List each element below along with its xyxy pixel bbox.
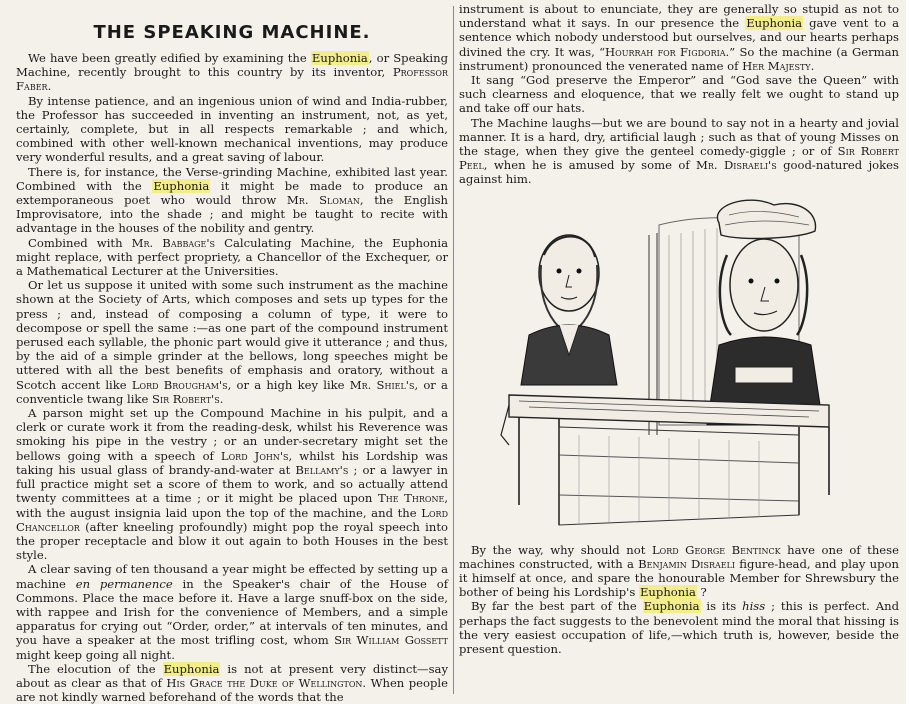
paragraph-p5 — [16, 278, 448, 406]
small-caps-name: Mr. Sloman — [286, 193, 360, 208]
text-run: gave vent to a sentence which nobody understood but ourselves, and our hearts perhaps divined the cry. It was, “ — [459, 16, 899, 59]
caricature-illustration — [499, 195, 859, 539]
small-caps-name: Sir Robert Peel — [459, 144, 899, 173]
paragraph-p1 — [16, 51, 448, 94]
text-run: ; this is perfect. And perhaps the fact suggests to the benevolent mind the moral that hissing is the very easiest occupation of life,—which truth is, however, beside the present question. — [459, 599, 900, 657]
small-caps-name: Her Majesty — [742, 58, 811, 73]
text-run: . — [47, 79, 52, 94]
text-run: instrument is about to enunciate, they are generally so stupid as not to understand what it says. In our presence the — [459, 2, 899, 31]
text-run: ; or a lawyer in full practice might set a score of them to work, and so actually attend twenty committees at a time ; or it might be placed upon — [16, 462, 448, 506]
text-run: , when he is amused by some of — [483, 158, 697, 173]
paragraph-p2 — [16, 94, 448, 165]
small-caps-name: Lord Brougham's — [131, 377, 228, 392]
paragraph-r5 — [459, 599, 899, 656]
text-run: figure-head, and play upon it himself at once, and spare the honourable Member for Shrewsbury the bother of being his Lordship's — [459, 556, 899, 600]
text-run: A clear saving of ten thousand a year might be effected by setting up a machine — [16, 562, 448, 591]
text-run: By far the best part of the — [471, 599, 643, 614]
highlighted-term: Euphonia — [643, 599, 700, 614]
text-run: It sang “God preserve the Emperor” and “God save the Queen” with such clearness and eloquence, that we really felt we ought to stand up and take off our hats. — [459, 73, 899, 116]
small-caps-name: His Grace the Duke of Wellington — [166, 675, 363, 690]
text-run: A parson might set up the Compound Machine in his pulpit, and a clerk or curate work it from the reading-desk, whilst his Reverence was smoking his pipe in the vestry ; or an under-secretary might set the bellows going with a speech of — [16, 406, 448, 463]
small-caps-name: Bellamy's — [295, 462, 349, 477]
small-caps-name: Benjamin Disraeli — [638, 556, 736, 571]
paragraph-p4 — [16, 236, 448, 279]
paragraph-p8 — [16, 662, 448, 704]
paragraph-r4 — [459, 543, 899, 600]
small-caps-name: Mr. Disraeli's — [696, 158, 777, 173]
article-title: THE SPEAKING MACHINE. — [93, 22, 371, 43]
highlighted-term: Euphonia — [639, 585, 696, 600]
text-run: (after kneeling profoundly) might pop the royal speech into the proper receptacle and blow it out again to both Houses in the best style. — [16, 519, 448, 563]
text-run: , whilst his Lordship was taking his usual glass of brandy-and-water at — [16, 448, 448, 477]
highlighted-term: Euphonia — [311, 51, 368, 65]
text-run: en permanence — [75, 576, 173, 591]
text-run: The Machine laughs—but we are bound to say not in a hearty and jovial manner. It is a hard, dry, artificial laugh ; such as that of young Misses on the stage, when they give the genteel comedy-giggle ; or of — [459, 115, 899, 159]
text-run: The elocution of the — [28, 661, 163, 676]
text-run: might keep going all night. — [16, 647, 175, 662]
text-run: . — [219, 391, 224, 406]
paragraph-r2 — [459, 73, 899, 116]
small-caps-name: Professor Faber — [16, 65, 448, 94]
text-run: good-natured jokes against him. — [459, 158, 899, 187]
text-run: We have been greatly edified by examining the — [28, 51, 311, 65]
small-caps-name: Sir William Gossett — [334, 633, 448, 648]
text-run: Calculating Machine, the Euphonia might replace, with perfect propriety, a Chancellor of the Exchequer, or a Mathematical Lecturer at the Universities. — [16, 235, 448, 279]
small-caps-name: Lord John's — [220, 448, 289, 463]
paragraph-p3 — [16, 165, 448, 236]
small-caps-name: Lord George Bentinck — [651, 542, 781, 557]
text-run: in the Speaker's chair of the House of Commons. Place the mace before it. Have a large snuff-box on the side, with rappee and Irish for the convenience of Members, and a simple apparatus for crying out “Order, order,” at intervals of ten minutes, and you have a speaker at the most trifling cost, whom — [16, 576, 448, 648]
right-column-top-text — [459, 2, 899, 187]
text-run: By the way, why should not — [471, 542, 652, 557]
text-run: There is, for instance, the Verse-grinding Machine, exhibited last year. Combined with the — [16, 164, 448, 193]
text-run: have one of these machines constructed, with a — [459, 542, 899, 571]
column-divider — [453, 6, 454, 694]
text-run: is not at present very distinct—say about as clear as that of — [16, 661, 448, 690]
text-run: , with the august insignia laid upon the top of the machine, and the — [16, 491, 448, 520]
text-run: . — [810, 58, 815, 73]
small-caps-name: The Throne — [378, 491, 445, 506]
paragraph-p6 — [16, 406, 448, 562]
text-run: , or Speaking Machine, recently brought to this country by its inventor, — [16, 51, 448, 80]
left-column — [16, 8, 448, 704]
text-run: ? — [696, 585, 707, 600]
paragraph-p7 — [16, 562, 448, 661]
left-column-body — [16, 51, 448, 704]
highlighted-term: Euphonia — [153, 178, 210, 193]
text-run: hiss — [742, 599, 766, 614]
small-caps-name: Sir Robert's — [152, 391, 220, 406]
highlighted-term: Euphonia — [746, 16, 803, 31]
small-caps-name: Hourrah for Figdoria — [605, 44, 726, 59]
text-run: By intense patience, and an ingenious union of wind and India-rubber, the Professor has succeeded in inventing an instrument, not, as yet, certainly, complete, but in all respects remarkable ; and which, combined with other well-known mechanical inventions, may produce very wonderful results, and a great saving of labour. — [16, 93, 448, 165]
paragraph-r1 — [459, 2, 899, 73]
small-caps-name: Lord Chancellor — [16, 505, 448, 534]
text-run: , the English Improvisatore, into the shade ; and might be taught to recite with advantage in the houses of the nobility and gentry. — [16, 193, 448, 236]
text-run: Combined with — [28, 235, 132, 250]
text-run: , or a conventicle twang like — [16, 377, 448, 406]
text-run: it might be made to produce an extemporaneous poet who would throw — [16, 178, 448, 208]
paragraph-r3 — [459, 116, 899, 187]
text-run: . When people are not kindly warned beforehand of the words that the — [16, 675, 448, 704]
text-run: is its — [700, 599, 743, 614]
speaking-machine-engraving — [499, 195, 859, 539]
right-column-bottom-text — [459, 543, 899, 657]
highlighted-term: Euphonia — [163, 661, 220, 676]
text-run: , or a high key like — [227, 377, 350, 392]
small-caps-name: Mr. Babbage's — [131, 235, 216, 250]
right-column — [459, 2, 899, 694]
text-run: Or let us suppose it united with some such instrument as the machine shown at the Society of Arts, which composes and sets up types for the press ; and, instead of composing a column of type, it were to decompose or spell the same :—as one part of the compound instrument perused each syllable, the phonic part would give it utterance ; and thus, by the aid of a simple grinder at the bellows, long speeches might be uttered with all the best benefits of emphasis and oratory, without a Scotch accent like — [16, 278, 448, 392]
text-run: .” So the machine (a German instrument) pronounced the venerated name of — [459, 44, 899, 73]
small-caps-name: Mr. Shiel's — [349, 377, 415, 392]
